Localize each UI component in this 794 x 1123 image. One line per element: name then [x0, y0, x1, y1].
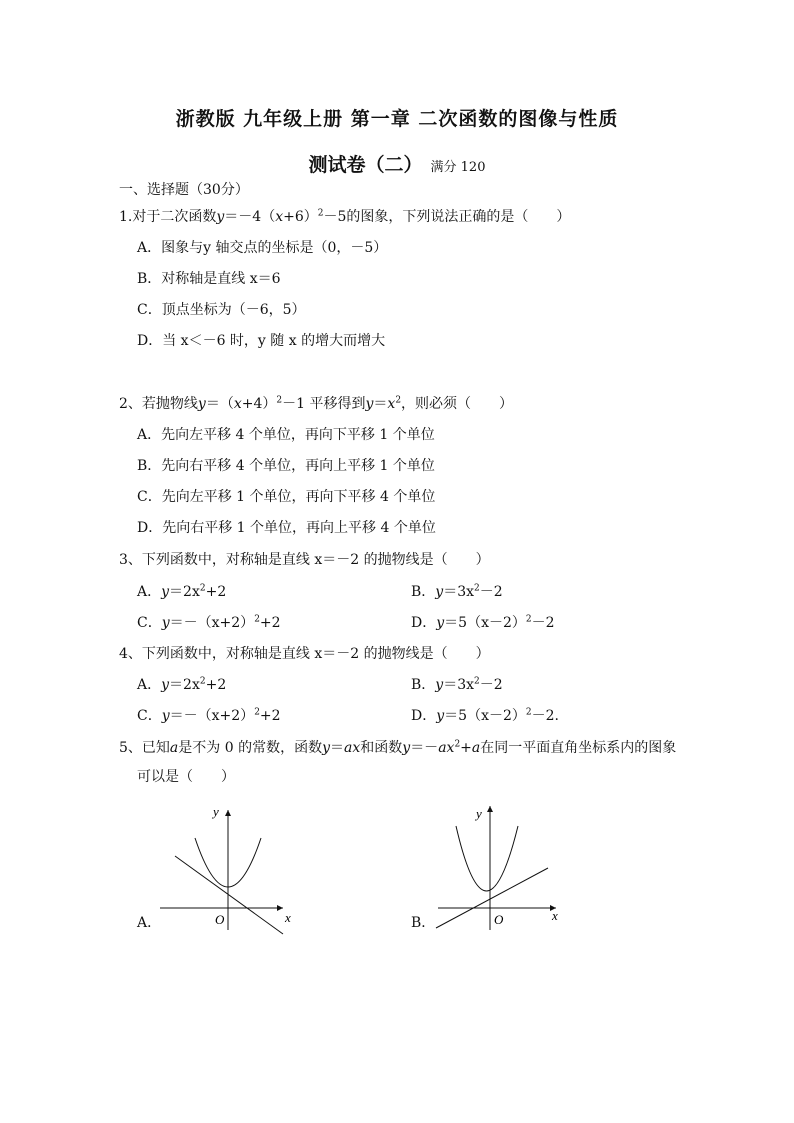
graph-a-x-label: x: [285, 910, 291, 925]
question-3-stem: 3、下列函数中，对称轴是直线 x＝－2 的抛物线是（ ）: [119, 552, 490, 568]
question-5-stem-line2: 可以是（ ）: [137, 769, 235, 785]
graph-b-y-label: y: [476, 806, 482, 821]
question-2-option-a: A．先向左平移 4 个单位，再向下平移 1 个单位: [137, 427, 435, 443]
graph-b-x-label: x: [552, 908, 558, 923]
question-4-option-c: C．$y=-(x+2)^2+2$: [137, 707, 281, 724]
graph-a-y-label: y: [213, 804, 219, 819]
question-3-option-a: A．$y=2x^2+2$: [137, 583, 227, 600]
question-1-stem: 1.对于二次函数$y=-4(x+6)^2-5$的图象，下列说法正确的是（ ）: [119, 208, 571, 225]
question-1-option-d: D．当 x＜－6 时，y 随 x 的增大而增大: [137, 333, 386, 349]
question-4-option-a: A．$y=2x^2+2$: [137, 676, 227, 693]
question-2-stem: 2、若抛物线$y=(x+4)^2-1$ 平移得到$y=x^2$，则必须（ ）: [119, 395, 514, 412]
question-1-option-c: C．顶点坐标为（－6，5）: [137, 302, 306, 318]
exam-subtitle: [0, 150, 794, 177]
question-3-option-b: B．$y=3x^2-2$: [411, 583, 503, 600]
graph-a: [155, 798, 305, 938]
question-4-stem: 4、下列函数中，对称轴是直线 x＝－2 的抛物线是（ ）: [119, 646, 490, 662]
graph-a-svg: [155, 798, 305, 938]
exam-title: 浙教版 九年级上册 第一章 二次函数的图像与性质: [175, 108, 619, 130]
question-2-option-c: C．先向左平移 1 个单位，再向下平移 4 个单位: [137, 489, 436, 505]
question-3-option-d: D．$y=5(x-2)^2-2$: [411, 614, 555, 631]
subtitle-text: 测试卷（二）: [308, 154, 423, 176]
graph-b-parabola: [456, 826, 518, 891]
section-heading: 一、选择题（30分）: [119, 182, 249, 198]
graph-a-origin-label: O: [215, 912, 225, 927]
question-1-option-b: B．对称轴是直线 x＝6: [137, 271, 281, 287]
question-2-option-b: B．先向右平移 4 个单位，再向上平移 1 个单位: [137, 458, 435, 474]
graph-b-svg: [428, 798, 578, 938]
graph-b: [428, 798, 578, 938]
question-1-option-a: A．图象与y 轴交点的坐标是（0，－5）: [137, 240, 388, 256]
graph-a-option-label: A．: [137, 915, 162, 931]
question-3-option-c: C．$y=-(x+2)^2+2$: [137, 614, 281, 631]
question-2-option-d: D．先向右平移 1 个单位，再向上平移 4 个单位: [137, 520, 436, 536]
graph-b-option-label: B．: [411, 915, 436, 931]
question-5-stem: 5、已知a是不为 0 的常数，函数y＝ax和函数$y=-ax^2+a$在同一平面直角坐标系内的图象: [119, 739, 677, 756]
full-score: 满分 120: [430, 160, 486, 175]
question-4-option-d: D．$y=5(x-2)^2-2$.: [411, 707, 559, 724]
graph-b-origin-label: O: [494, 912, 504, 927]
question-4-option-b: B．$y=3x^2-2$: [411, 676, 503, 693]
graph-a-line: [175, 856, 283, 934]
graph-b-line: [436, 868, 548, 928]
